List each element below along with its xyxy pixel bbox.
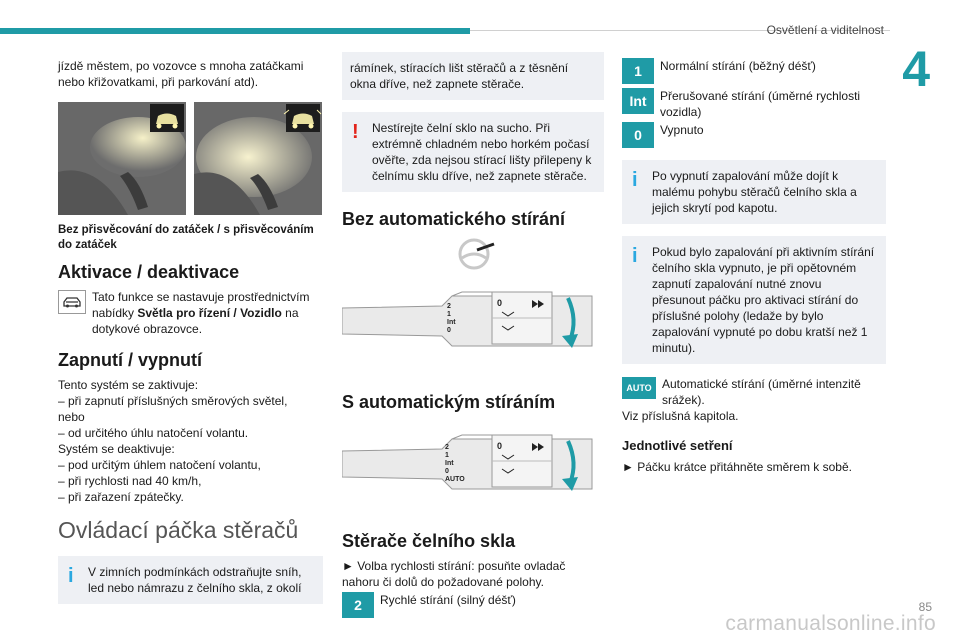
header-accent-bar [0,28,470,34]
cornering-photos [58,102,323,215]
speed-select-instruction: ► Volba rychlosti stírání: posuňte ovladač nahoru či dolů do požadované polohy. [342,559,566,589]
lever-position-1: 1 [447,311,451,318]
single-wipe-instruction: ► Páčku krátce přitáhněte směrem k sobě. [622,460,852,474]
speed-text-2: Rychlé stírání (silný déšť) [380,593,516,607]
auto-wipe-badge: AUTO [622,377,656,399]
lever-position-0: 0 [447,327,451,334]
section-title-with-auto: S automatickým stíráním [342,392,556,412]
speed-badge-0: 0 [622,122,654,148]
auto-wipe-text: Automatické stírání (úměrné intenzitě srážek). [662,377,861,407]
on-off-line: nebo [58,410,85,424]
speed-badge-1: 1 [622,58,654,84]
section-title-without-auto: Bez automatického stírání [342,209,566,229]
ring-auto-position-0: 0 [497,441,503,451]
section-title-wiper-lever: Ovládací páčka stěračů [58,517,299,543]
activation-row [58,289,323,337]
lever-auto-position-auto: AUTO [445,476,465,483]
info-icon: i [68,565,74,587]
ignition-restart-note: i Pokud bylo zapalování při aktivním stírání čelního skla vypnuto, je při opětovném zapnutí zapalování nutné znovu přesunout páčku pro aktivaci stírání do příslušné polohy (ledaže by bylo zapalování vypnuté po dobu kratší než 1 minutu). [622,236,886,364]
info-icon: i [632,245,638,267]
info-icon: i [632,169,638,191]
speed-row-int [622,88,886,120]
winter-note-continued: rámínek, stíracích lišt stěračů a z těsnění okna dříve, než zapnete stěrače. [342,52,604,100]
photo-without-cornering [58,102,186,215]
section-title-activation: Aktivace / deaktivace [58,262,240,282]
column-3 [622,58,886,475]
speed-row-0 [622,122,886,150]
section-title-on-off: Zapnutí / vypnutí [58,350,202,370]
on-off-line: – při rychlosti nad 40 km/h, [58,474,202,488]
photo-with-cornering [194,102,322,215]
lever-auto-position-int: Int [445,460,454,467]
section-title-windscreen-wipers: Stěrače čelního skla [342,531,516,551]
lever-position-int: Int [447,319,456,326]
on-off-list [58,377,323,505]
page-number: 85 [918,600,932,614]
section-title-single-wipe: Jednotlivé setření [622,438,733,453]
ring-position-0: 0 [497,298,503,308]
chapter-number: 4 [902,41,930,97]
lever-auto-position-1: 1 [445,452,449,459]
auto-wipe-reference: Viz příslušná kapitola. [622,409,739,423]
lever-auto-position-2: 2 [445,444,449,451]
on-off-line: – při zapnutí příslušných směrových světel, [58,394,288,408]
speed-row-2 [342,592,604,620]
intro-text: jízdě městem, po vozovce s mnoha zatáčkami nebo křižovatkami, při parkování atd). [58,59,304,89]
chapter-title: Osvětlení a viditelnost [766,23,884,37]
speed-row-1 [622,58,886,86]
steering-wheel-icon [460,240,494,268]
on-off-line: – při zařazení zpátečky. [58,490,184,504]
wiper-lever-auto-diagram [342,419,604,520]
speed-badge-int: Int [622,88,654,114]
photo-caption: Bez přisvěcování do zatáček / s přisvěcováním do zatáček [58,224,314,251]
column-2 [342,52,604,622]
speed-text-0: Vypnuto [660,123,704,137]
lever-position-2: 2 [447,303,451,310]
on-off-line: Tento systém se zaktivuje: [58,378,199,392]
speed-badge-2: 2 [342,592,374,618]
speed-text-1: Normální stírání (běžný déšť) [660,59,816,73]
car-settings-icon [58,290,86,314]
column-1 [58,58,323,616]
on-off-line: – od určitého úhlu natočení volantu. [58,426,249,440]
wiper-lever-diagram [342,236,604,381]
on-off-line: Systém se deaktivuje: [58,442,175,456]
winter-note: i V zimních podmínkách odstraňujte sníh, led nebo námrazu z čelního skla, z okolí [58,556,323,604]
speed-text-int: Přerušované stírání (úměrné rychlosti vozidla) [660,89,861,119]
dry-wipe-warning: ! Nestírejte čelní sklo na sucho. Při extrémně chladném nebo horkém počasí ověřte, zda nejsou stírací lišty přilepeny k čelnímu sklu dříve, než zapnete stěrače. [342,112,604,192]
ignition-off-note: i Po vypnutí zapalování může dojít k malému pohybu stěračů čelního skla a jejich skrytí pod kapotu. [622,160,886,224]
warning-icon: ! [352,121,359,143]
auto-wipe-row [622,376,886,408]
watermark: carmanualsonline.info [725,612,936,635]
activation-text: Tato funkce se nastavuje prostřednictvím nabídky Světla pro řízení / Vozidlo na dotykové obrazovce. [92,290,310,336]
on-off-line: – pod určitým úhlem natočení volantu, [58,458,261,472]
lever-auto-position-0: 0 [445,468,449,475]
